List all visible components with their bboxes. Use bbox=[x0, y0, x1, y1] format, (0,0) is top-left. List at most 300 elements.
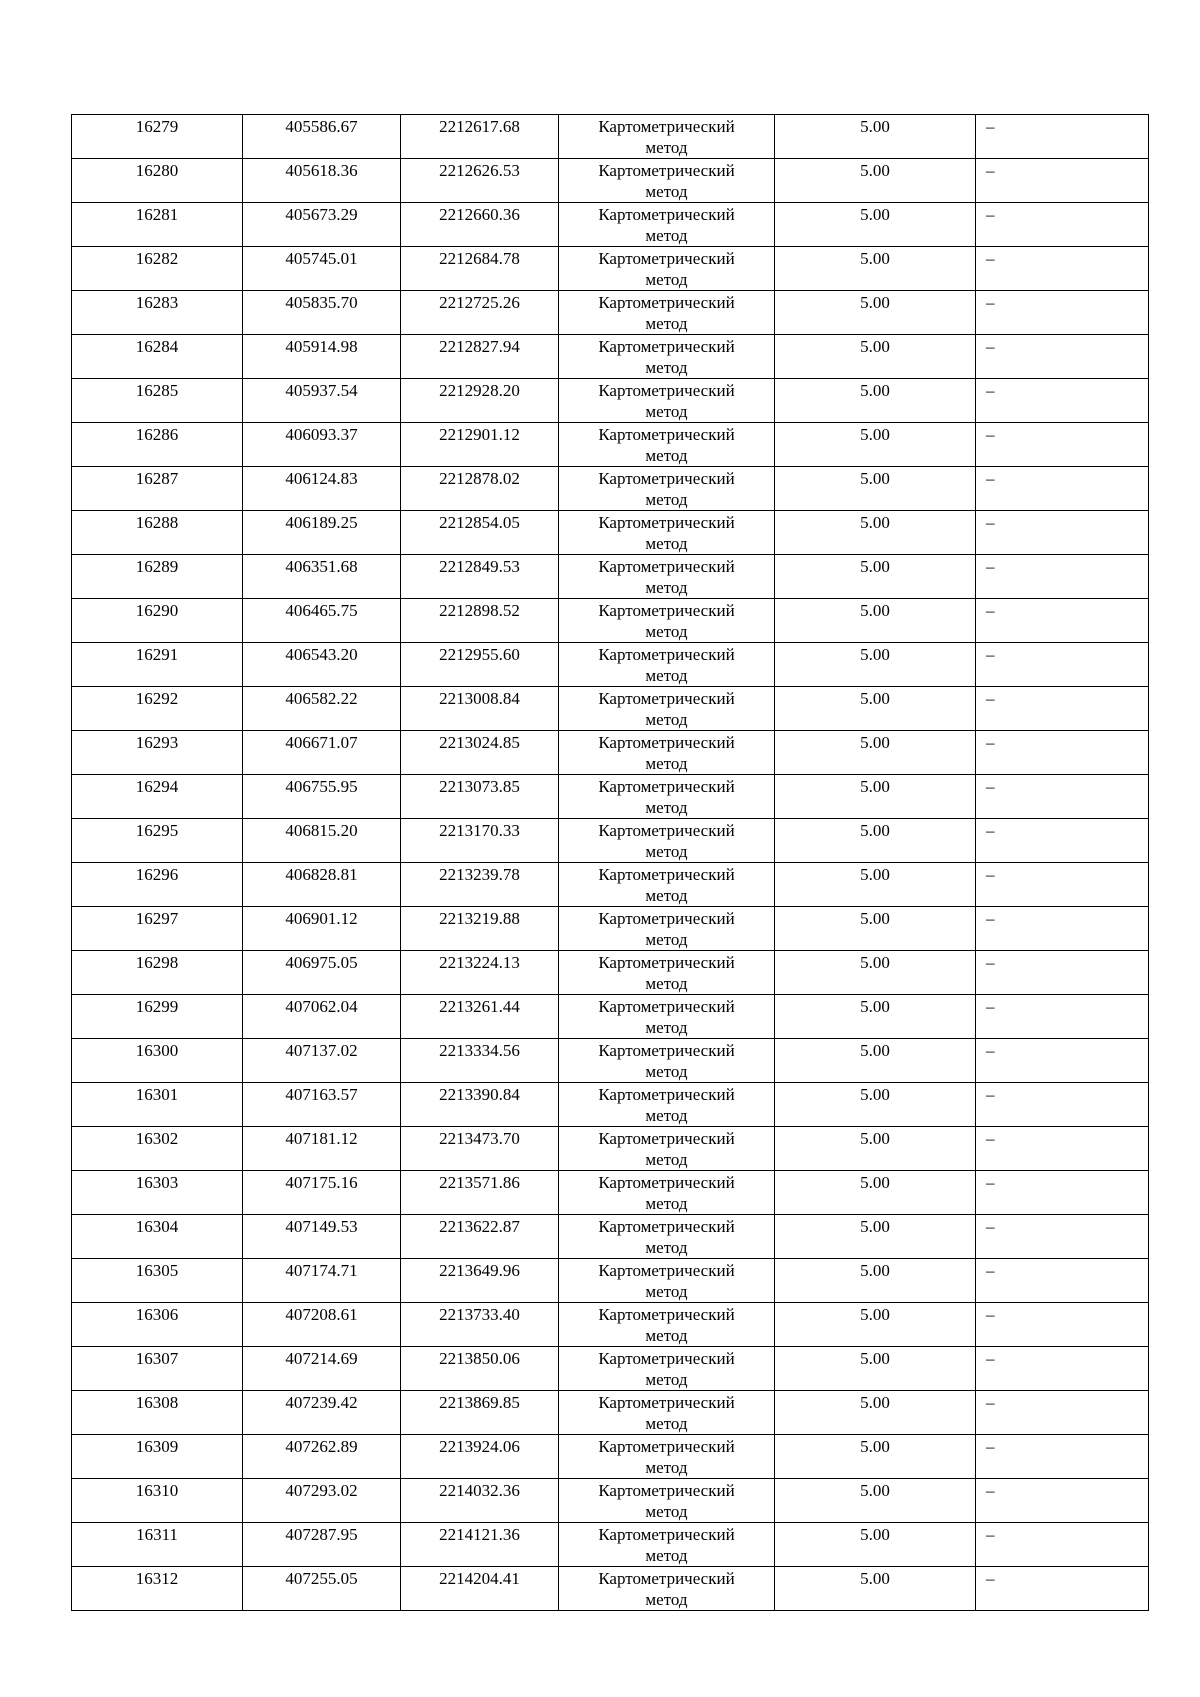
method-line-2: метод bbox=[645, 1062, 688, 1081]
method-line-1: Картометрический bbox=[598, 997, 735, 1016]
y-coordinate-cell: 2213850.06 bbox=[401, 1347, 559, 1391]
x-coordinate-cell: 407149.53 bbox=[243, 1215, 401, 1259]
y-coordinate-cell: 2213924.06 bbox=[401, 1435, 559, 1479]
note-cell: – bbox=[976, 1083, 1149, 1127]
table-row bbox=[72, 1083, 1149, 1127]
note-cell: – bbox=[976, 423, 1149, 467]
point-number-cell: 16292 bbox=[72, 687, 243, 731]
note-cell: – bbox=[976, 115, 1149, 159]
accuracy-cell: 5.00 bbox=[775, 731, 976, 775]
accuracy-cell: 5.00 bbox=[775, 1391, 976, 1435]
accuracy-cell: 5.00 bbox=[775, 863, 976, 907]
accuracy-cell: 5.00 bbox=[775, 951, 976, 995]
method-line-2: метод bbox=[645, 1282, 688, 1301]
note-cell: – bbox=[976, 379, 1149, 423]
table-row bbox=[72, 731, 1149, 775]
accuracy-cell: 5.00 bbox=[775, 115, 976, 159]
x-coordinate-cell: 407181.12 bbox=[243, 1127, 401, 1171]
method-cell bbox=[559, 379, 775, 423]
method-line-1: Картометрический bbox=[598, 1305, 735, 1324]
point-number-cell: 16289 bbox=[72, 555, 243, 599]
note-cell: – bbox=[976, 1215, 1149, 1259]
x-coordinate-cell: 405745.01 bbox=[243, 247, 401, 291]
method-cell bbox=[559, 467, 775, 511]
y-coordinate-cell: 2214121.36 bbox=[401, 1523, 559, 1567]
method-line-2: метод bbox=[645, 710, 688, 729]
point-number-cell: 16299 bbox=[72, 995, 243, 1039]
method-cell bbox=[559, 1391, 775, 1435]
note-cell: – bbox=[976, 775, 1149, 819]
y-coordinate-cell: 2213390.84 bbox=[401, 1083, 559, 1127]
note-cell: – bbox=[976, 1303, 1149, 1347]
method-line-1: Картометрический bbox=[598, 1129, 735, 1148]
y-coordinate-cell: 2212626.53 bbox=[401, 159, 559, 203]
y-coordinate-cell: 2213473.70 bbox=[401, 1127, 559, 1171]
note-cell: – bbox=[976, 247, 1149, 291]
method-line-1: Картометрический bbox=[598, 645, 735, 664]
point-number-cell: 16303 bbox=[72, 1171, 243, 1215]
table-row bbox=[72, 291, 1149, 335]
point-number-cell: 16281 bbox=[72, 203, 243, 247]
method-line-1: Картометрический bbox=[598, 777, 735, 796]
x-coordinate-cell: 406351.68 bbox=[243, 555, 401, 599]
note-cell: – bbox=[976, 1127, 1149, 1171]
point-number-cell: 16305 bbox=[72, 1259, 243, 1303]
accuracy-cell: 5.00 bbox=[775, 599, 976, 643]
method-line-1: Картометрический bbox=[598, 381, 735, 400]
y-coordinate-cell: 2213622.87 bbox=[401, 1215, 559, 1259]
method-line-2: метод bbox=[645, 490, 688, 509]
note-cell: – bbox=[976, 731, 1149, 775]
y-coordinate-cell: 2214204.41 bbox=[401, 1567, 559, 1611]
method-cell bbox=[559, 511, 775, 555]
note-cell: – bbox=[976, 291, 1149, 335]
y-coordinate-cell: 2213008.84 bbox=[401, 687, 559, 731]
point-number-cell: 16297 bbox=[72, 907, 243, 951]
method-line-2: метод bbox=[645, 666, 688, 685]
y-coordinate-cell: 2213219.88 bbox=[401, 907, 559, 951]
table-row bbox=[72, 159, 1149, 203]
y-coordinate-cell: 2213649.96 bbox=[401, 1259, 559, 1303]
note-cell: – bbox=[976, 995, 1149, 1039]
table-row bbox=[72, 951, 1149, 995]
x-coordinate-cell: 405673.29 bbox=[243, 203, 401, 247]
method-line-2: метод bbox=[645, 622, 688, 641]
point-number-cell: 16301 bbox=[72, 1083, 243, 1127]
x-coordinate-cell: 406671.07 bbox=[243, 731, 401, 775]
method-line-2: метод bbox=[645, 1502, 688, 1521]
accuracy-cell: 5.00 bbox=[775, 423, 976, 467]
accuracy-cell: 5.00 bbox=[775, 775, 976, 819]
x-coordinate-cell: 406975.05 bbox=[243, 951, 401, 995]
method-line-2: метод bbox=[645, 402, 688, 421]
method-line-2: метод bbox=[645, 1326, 688, 1345]
method-cell bbox=[559, 1567, 775, 1611]
method-line-1: Картометрический bbox=[598, 1437, 735, 1456]
accuracy-cell: 5.00 bbox=[775, 1567, 976, 1611]
y-coordinate-cell: 2212617.68 bbox=[401, 115, 559, 159]
table-row bbox=[72, 1039, 1149, 1083]
accuracy-cell: 5.00 bbox=[775, 379, 976, 423]
accuracy-cell: 5.00 bbox=[775, 1303, 976, 1347]
note-cell: – bbox=[976, 1259, 1149, 1303]
x-coordinate-cell: 406582.22 bbox=[243, 687, 401, 731]
note-cell: – bbox=[976, 203, 1149, 247]
method-cell bbox=[559, 1259, 775, 1303]
y-coordinate-cell: 2213170.33 bbox=[401, 819, 559, 863]
table-row bbox=[72, 423, 1149, 467]
point-number-cell: 16295 bbox=[72, 819, 243, 863]
point-number-cell: 16293 bbox=[72, 731, 243, 775]
x-coordinate-cell: 405914.98 bbox=[243, 335, 401, 379]
method-line-1: Картометрический bbox=[598, 953, 735, 972]
accuracy-cell: 5.00 bbox=[775, 995, 976, 1039]
x-coordinate-cell: 407293.02 bbox=[243, 1479, 401, 1523]
y-coordinate-cell: 2213733.40 bbox=[401, 1303, 559, 1347]
method-line-2: метод bbox=[645, 886, 688, 905]
y-coordinate-cell: 2212854.05 bbox=[401, 511, 559, 555]
accuracy-cell: 5.00 bbox=[775, 643, 976, 687]
method-line-2: метод bbox=[645, 1414, 688, 1433]
method-line-1: Картометрический bbox=[598, 1349, 735, 1368]
method-cell bbox=[559, 1523, 775, 1567]
x-coordinate-cell: 407062.04 bbox=[243, 995, 401, 1039]
point-number-cell: 16279 bbox=[72, 115, 243, 159]
method-line-1: Картометрический bbox=[598, 1261, 735, 1280]
accuracy-cell: 5.00 bbox=[775, 203, 976, 247]
accuracy-cell: 5.00 bbox=[775, 1259, 976, 1303]
y-coordinate-cell: 2213571.86 bbox=[401, 1171, 559, 1215]
accuracy-cell: 5.00 bbox=[775, 687, 976, 731]
accuracy-cell: 5.00 bbox=[775, 1039, 976, 1083]
method-cell bbox=[559, 247, 775, 291]
method-cell bbox=[559, 1479, 775, 1523]
method-line-1: Картометрический bbox=[598, 425, 735, 444]
note-cell: – bbox=[976, 1479, 1149, 1523]
method-line-1: Картометрический bbox=[598, 689, 735, 708]
x-coordinate-cell: 407262.89 bbox=[243, 1435, 401, 1479]
x-coordinate-cell: 405835.70 bbox=[243, 291, 401, 335]
coordinates-table bbox=[71, 114, 1149, 1611]
note-cell: – bbox=[976, 1347, 1149, 1391]
accuracy-cell: 5.00 bbox=[775, 1083, 976, 1127]
table-row bbox=[72, 1435, 1149, 1479]
method-cell bbox=[559, 1435, 775, 1479]
method-cell bbox=[559, 335, 775, 379]
method-line-1: Картометрический bbox=[598, 205, 735, 224]
accuracy-cell: 5.00 bbox=[775, 907, 976, 951]
x-coordinate-cell: 406093.37 bbox=[243, 423, 401, 467]
note-cell: – bbox=[976, 1391, 1149, 1435]
table-row bbox=[72, 1523, 1149, 1567]
method-cell bbox=[559, 599, 775, 643]
table-row bbox=[72, 247, 1149, 291]
y-coordinate-cell: 2213239.78 bbox=[401, 863, 559, 907]
note-cell: – bbox=[976, 1171, 1149, 1215]
method-cell bbox=[559, 1039, 775, 1083]
method-line-1: Картометрический bbox=[598, 337, 735, 356]
method-line-2: метод bbox=[645, 1370, 688, 1389]
accuracy-cell: 5.00 bbox=[775, 511, 976, 555]
y-coordinate-cell: 2212725.26 bbox=[401, 291, 559, 335]
y-coordinate-cell: 2212684.78 bbox=[401, 247, 559, 291]
x-coordinate-cell: 405586.67 bbox=[243, 115, 401, 159]
method-cell bbox=[559, 819, 775, 863]
table-row bbox=[72, 775, 1149, 819]
y-coordinate-cell: 2212901.12 bbox=[401, 423, 559, 467]
note-cell: – bbox=[976, 907, 1149, 951]
note-cell: – bbox=[976, 951, 1149, 995]
note-cell: – bbox=[976, 159, 1149, 203]
method-line-1: Картометрический bbox=[598, 1481, 735, 1500]
point-number-cell: 16291 bbox=[72, 643, 243, 687]
method-cell bbox=[559, 907, 775, 951]
method-line-2: метод bbox=[645, 930, 688, 949]
point-number-cell: 16308 bbox=[72, 1391, 243, 1435]
x-coordinate-cell: 405618.36 bbox=[243, 159, 401, 203]
x-coordinate-cell: 406755.95 bbox=[243, 775, 401, 819]
point-number-cell: 16286 bbox=[72, 423, 243, 467]
table-row bbox=[72, 467, 1149, 511]
method-line-1: Картометрический bbox=[598, 909, 735, 928]
method-line-2: метод bbox=[645, 578, 688, 597]
accuracy-cell: 5.00 bbox=[775, 247, 976, 291]
point-number-cell: 16298 bbox=[72, 951, 243, 995]
y-coordinate-cell: 2213073.85 bbox=[401, 775, 559, 819]
note-cell: – bbox=[976, 1523, 1149, 1567]
note-cell: – bbox=[976, 643, 1149, 687]
point-number-cell: 16284 bbox=[72, 335, 243, 379]
method-line-1: Картометрический bbox=[598, 821, 735, 840]
accuracy-cell: 5.00 bbox=[775, 335, 976, 379]
table-row bbox=[72, 1567, 1149, 1611]
y-coordinate-cell: 2213334.56 bbox=[401, 1039, 559, 1083]
accuracy-cell: 5.00 bbox=[775, 1523, 976, 1567]
method-line-2: метод bbox=[645, 1458, 688, 1477]
method-line-2: метод bbox=[645, 270, 688, 289]
table-row bbox=[72, 1127, 1149, 1171]
table-row bbox=[72, 1259, 1149, 1303]
x-coordinate-cell: 406124.83 bbox=[243, 467, 401, 511]
x-coordinate-cell: 407137.02 bbox=[243, 1039, 401, 1083]
method-line-2: метод bbox=[645, 1590, 688, 1609]
y-coordinate-cell: 2213024.85 bbox=[401, 731, 559, 775]
method-line-1: Картометрический bbox=[598, 1525, 735, 1544]
point-number-cell: 16283 bbox=[72, 291, 243, 335]
method-line-1: Картометрический bbox=[598, 601, 735, 620]
x-coordinate-cell: 405937.54 bbox=[243, 379, 401, 423]
table-row bbox=[72, 863, 1149, 907]
method-cell bbox=[559, 951, 775, 995]
point-number-cell: 16296 bbox=[72, 863, 243, 907]
method-line-1: Картометрический bbox=[598, 1173, 735, 1192]
table-row bbox=[72, 115, 1149, 159]
y-coordinate-cell: 2214032.36 bbox=[401, 1479, 559, 1523]
point-number-cell: 16307 bbox=[72, 1347, 243, 1391]
method-line-2: метод bbox=[645, 1546, 688, 1565]
method-cell bbox=[559, 1347, 775, 1391]
method-line-2: метод bbox=[645, 974, 688, 993]
point-number-cell: 16290 bbox=[72, 599, 243, 643]
note-cell: – bbox=[976, 555, 1149, 599]
method-cell bbox=[559, 1171, 775, 1215]
note-cell: – bbox=[976, 819, 1149, 863]
x-coordinate-cell: 407174.71 bbox=[243, 1259, 401, 1303]
table-row bbox=[72, 819, 1149, 863]
point-number-cell: 16282 bbox=[72, 247, 243, 291]
note-cell: – bbox=[976, 511, 1149, 555]
point-number-cell: 16302 bbox=[72, 1127, 243, 1171]
point-number-cell: 16309 bbox=[72, 1435, 243, 1479]
method-cell bbox=[559, 1303, 775, 1347]
method-cell bbox=[559, 555, 775, 599]
method-line-2: метод bbox=[645, 358, 688, 377]
method-cell bbox=[559, 159, 775, 203]
table-row bbox=[72, 511, 1149, 555]
table-row bbox=[72, 907, 1149, 951]
method-cell bbox=[559, 423, 775, 467]
y-coordinate-cell: 2213869.85 bbox=[401, 1391, 559, 1435]
coordinates-table-body bbox=[72, 115, 1149, 1611]
note-cell: – bbox=[976, 599, 1149, 643]
x-coordinate-cell: 406815.20 bbox=[243, 819, 401, 863]
note-cell: – bbox=[976, 1435, 1149, 1479]
table-row bbox=[72, 203, 1149, 247]
point-number-cell: 16287 bbox=[72, 467, 243, 511]
accuracy-cell: 5.00 bbox=[775, 467, 976, 511]
accuracy-cell: 5.00 bbox=[775, 1347, 976, 1391]
method-cell bbox=[559, 1127, 775, 1171]
method-line-2: метод bbox=[645, 1106, 688, 1125]
method-line-1: Картометрический bbox=[598, 1217, 735, 1236]
accuracy-cell: 5.00 bbox=[775, 291, 976, 335]
table-row bbox=[72, 1303, 1149, 1347]
accuracy-cell: 5.00 bbox=[775, 1479, 976, 1523]
method-cell bbox=[559, 731, 775, 775]
method-line-2: метод bbox=[645, 842, 688, 861]
method-line-1: Картометрический bbox=[598, 513, 735, 532]
method-cell bbox=[559, 115, 775, 159]
method-cell bbox=[559, 687, 775, 731]
x-coordinate-cell: 407175.16 bbox=[243, 1171, 401, 1215]
table-row bbox=[72, 1171, 1149, 1215]
note-cell: – bbox=[976, 1039, 1149, 1083]
x-coordinate-cell: 406828.81 bbox=[243, 863, 401, 907]
method-cell bbox=[559, 863, 775, 907]
y-coordinate-cell: 2213261.44 bbox=[401, 995, 559, 1039]
accuracy-cell: 5.00 bbox=[775, 1127, 976, 1171]
x-coordinate-cell: 407255.05 bbox=[243, 1567, 401, 1611]
method-cell bbox=[559, 203, 775, 247]
note-cell: – bbox=[976, 335, 1149, 379]
method-line-1: Картометрический bbox=[598, 469, 735, 488]
table-row bbox=[72, 687, 1149, 731]
y-coordinate-cell: 2212827.94 bbox=[401, 335, 559, 379]
y-coordinate-cell: 2212928.20 bbox=[401, 379, 559, 423]
table-row bbox=[72, 1479, 1149, 1523]
point-number-cell: 16280 bbox=[72, 159, 243, 203]
table-row bbox=[72, 643, 1149, 687]
y-coordinate-cell: 2213224.13 bbox=[401, 951, 559, 995]
note-cell: – bbox=[976, 863, 1149, 907]
point-number-cell: 16312 bbox=[72, 1567, 243, 1611]
x-coordinate-cell: 407287.95 bbox=[243, 1523, 401, 1567]
method-line-1: Картометрический bbox=[598, 557, 735, 576]
method-cell bbox=[559, 643, 775, 687]
point-number-cell: 16288 bbox=[72, 511, 243, 555]
method-line-1: Картометрический bbox=[598, 1393, 735, 1412]
method-line-1: Картометрический bbox=[598, 161, 735, 180]
accuracy-cell: 5.00 bbox=[775, 819, 976, 863]
x-coordinate-cell: 406901.12 bbox=[243, 907, 401, 951]
point-number-cell: 16310 bbox=[72, 1479, 243, 1523]
x-coordinate-cell: 406465.75 bbox=[243, 599, 401, 643]
method-line-2: метод bbox=[645, 798, 688, 817]
method-cell bbox=[559, 291, 775, 335]
method-line-2: метод bbox=[645, 226, 688, 245]
method-line-2: метод bbox=[645, 138, 688, 157]
method-line-1: Картометрический bbox=[598, 249, 735, 268]
method-line-1: Картометрический bbox=[598, 293, 735, 312]
note-cell: – bbox=[976, 687, 1149, 731]
table-row bbox=[72, 599, 1149, 643]
table-row bbox=[72, 995, 1149, 1039]
accuracy-cell: 5.00 bbox=[775, 1171, 976, 1215]
method-line-2: метод bbox=[645, 1018, 688, 1037]
method-cell bbox=[559, 775, 775, 819]
method-line-2: метод bbox=[645, 446, 688, 465]
y-coordinate-cell: 2212955.60 bbox=[401, 643, 559, 687]
accuracy-cell: 5.00 bbox=[775, 159, 976, 203]
method-line-2: метод bbox=[645, 1194, 688, 1213]
x-coordinate-cell: 406189.25 bbox=[243, 511, 401, 555]
table-row bbox=[72, 1347, 1149, 1391]
point-number-cell: 16304 bbox=[72, 1215, 243, 1259]
method-line-1: Картометрический bbox=[598, 117, 735, 136]
accuracy-cell: 5.00 bbox=[775, 1435, 976, 1479]
table-row bbox=[72, 555, 1149, 599]
method-line-1: Картометрический bbox=[598, 733, 735, 752]
method-line-2: метод bbox=[645, 182, 688, 201]
method-line-1: Картометрический bbox=[598, 865, 735, 884]
method-line-2: метод bbox=[645, 1150, 688, 1169]
accuracy-cell: 5.00 bbox=[775, 1215, 976, 1259]
table-row bbox=[72, 379, 1149, 423]
table-row bbox=[72, 1391, 1149, 1435]
point-number-cell: 16294 bbox=[72, 775, 243, 819]
point-number-cell: 16300 bbox=[72, 1039, 243, 1083]
x-coordinate-cell: 407208.61 bbox=[243, 1303, 401, 1347]
point-number-cell: 16285 bbox=[72, 379, 243, 423]
x-coordinate-cell: 407214.69 bbox=[243, 1347, 401, 1391]
y-coordinate-cell: 2212849.53 bbox=[401, 555, 559, 599]
note-cell: – bbox=[976, 467, 1149, 511]
point-number-cell: 16311 bbox=[72, 1523, 243, 1567]
y-coordinate-cell: 2212660.36 bbox=[401, 203, 559, 247]
method-line-2: метод bbox=[645, 534, 688, 553]
method-line-2: метод bbox=[645, 754, 688, 773]
accuracy-cell: 5.00 bbox=[775, 555, 976, 599]
document-page bbox=[71, 114, 1148, 1611]
method-line-2: метод bbox=[645, 314, 688, 333]
method-cell bbox=[559, 1215, 775, 1259]
method-line-1: Картометрический bbox=[598, 1041, 735, 1060]
y-coordinate-cell: 2212898.52 bbox=[401, 599, 559, 643]
method-line-1: Картометрический bbox=[598, 1569, 735, 1588]
x-coordinate-cell: 407163.57 bbox=[243, 1083, 401, 1127]
y-coordinate-cell: 2212878.02 bbox=[401, 467, 559, 511]
note-cell: – bbox=[976, 1567, 1149, 1611]
